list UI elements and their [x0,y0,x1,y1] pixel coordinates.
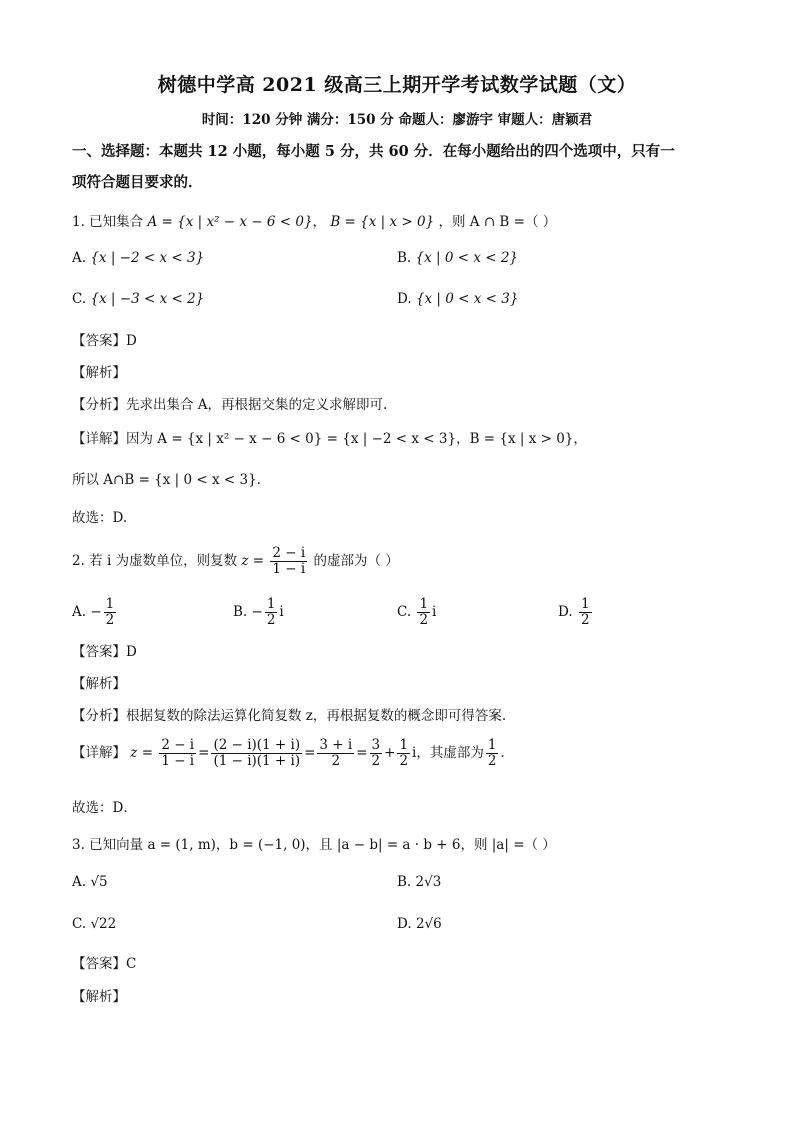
q3-answer-label: 【答案】 [72,956,126,972]
q2-analysis-heading: 【解析】 [72,676,126,692]
q1-xiangjie [72,427,587,447]
q2-xj-f4-den: 2 [371,752,381,769]
q1-so: 所以 A∩B = {x | 0 < x < 3}. [72,472,261,488]
q2-option-c-fraction [417,597,430,628]
q2-fenxi-label: 【分析】 [72,708,126,724]
exam-subtitle: 时间：120 分钟 满分：150 分 命题人：廖游宇 审题人：唐颖君 [201,112,593,128]
q2-option-d [558,597,594,628]
q1-xiangjie-text: 因为 A = {x | x² − x − 6 < 0} = {x | −2 < x < 3}，B = {x | x > 0}， [126,431,587,447]
q2-option-a [72,597,118,628]
q3-option-c [72,916,116,932]
q3-option-c-label: C. [72,916,87,932]
q2-xj-frac5 [397,738,410,769]
q2-option-b-label: B. [233,603,248,620]
q1-fenxi-label: 【分析】 [72,397,126,413]
q2-option-c-den: 2 [419,611,429,628]
q1-option-b [397,250,518,266]
q1-option-d-label: D. [397,291,412,307]
q2-xiangjie: 【详解】 z = $\frac{2 - i}{1 - i}$ = $\frac{(2 - i)(1 + i)}{(1 - i)(1 + i)}$ = $\frac{3 + i}{2}$ = $\frac{3}{2}$ + $\frac{1}{2}$ i，其虚部为 $\frac{1}{2}$ ． [72,737,514,769]
q2-option-c-num: 1 [419,596,429,612]
q3-option-d [397,916,442,932]
q1-option-b-label: B. [397,250,412,266]
q3-option-c-math: √22 [90,916,117,932]
q3-option-b [397,874,441,890]
q1-option-a [72,250,204,266]
q2-option-a-den: 2 [105,611,115,628]
q2-option-d-label: D. [558,603,573,620]
q1-stem: 1. 已知集合 A = {x | x² − x − 6 < 0}， B = {x | x > 0} ，则 A ∩ B =（ ） [72,214,557,230]
q2-fenxi-text: 根据复数的除法运算化简复数 z，再根据复数的概念即可得答案. [126,708,507,724]
q2-option-b-fraction [265,597,278,628]
q1-analysis-heading: 【解析】 [72,365,126,381]
q1-fenxi-text: 先求出集合 A，再根据交集的定义求解即可. [126,397,388,413]
q2-option-c [397,597,436,628]
q1-option-d-math: {x | 0 < x < 3} [415,291,519,307]
q2-option-a-sign: − [90,603,102,620]
q3-option-a [72,874,108,890]
q3-answer [72,952,136,972]
q3-stem: 3. 已知向量 a = (1, m)，b = (−1, 0)，且 |a − b| = a · b + 6，则 |a| =（ ） [72,837,556,853]
q2-option-a-fraction [104,597,117,628]
q2-xj-tail: ，其虚部为 [416,744,484,761]
q2-option-c-i: i [432,603,437,620]
q1-fenxi [72,393,387,413]
exam-title: 树德中学高 2021 级高三上期开学考试数学试题（文） [157,74,637,96]
q2-stem-suffix: 的虚部为（ ） [313,552,399,569]
q2-xj-f1-num: 2 − i [161,737,195,753]
q3-option-a-math: √5 [90,874,108,890]
q1-option-d [397,291,518,307]
q2-xj-frac3 [317,738,354,769]
q3-analysis-heading: 【解析】 [72,989,126,1005]
q2-xj-frac1 [159,738,196,769]
q1-choose: 故选：D. [72,510,128,526]
q2-xj-f1-den: 1 − i [161,752,195,769]
q2-option-b-den: 2 [266,611,276,628]
q2-option-b-i: i [279,603,284,620]
q3-option-d-math: 2√6 [415,916,442,932]
q2-stem-num: 2 − i [272,545,306,561]
q2-answer-label: 【答案】 [72,644,126,660]
q3-option-b-math: 2√3 [415,874,442,890]
q2-fenxi [72,704,506,724]
q1-option-b-math: {x | 0 < x < 2} [415,250,519,266]
q2-xj-frac4 [370,738,383,769]
q2-option-d-den: 2 [580,611,590,628]
q2-option-a-label: A. [72,603,87,620]
q2-option-d-fraction [579,597,592,628]
q2-option-c-label: C. [397,603,412,620]
q2-xj-f6-den: 2 [487,752,497,769]
q1-answer [72,329,137,349]
q1-set-a: A = {x | x² − x − 6 < 0} [147,214,313,230]
q2-stem [72,546,399,577]
q3-option-d-label: D. [397,916,412,932]
q2-choose: 故选：D． [72,800,137,816]
q2-xj-i: i [412,744,417,761]
q3-answer-value: C [126,956,137,972]
q2-stem-den: 1 − i [272,560,306,577]
q1-option-a-label: A. [72,250,87,266]
q2-xj-f3-num: 3 + i [319,737,353,753]
q2-xj-f2-den: (1 − i)(1 + i) [213,752,301,769]
section-heading-line1: 一、选择题：本题共 12 小题，每小题 5 分，共 60 分．在每小题给出的四个选项中，只有一 [72,143,675,160]
q2-stem-z: z = [241,552,265,569]
q1-option-c-label: C. [72,291,87,307]
q2-xj-f5-den: 2 [399,752,409,769]
q1-option-c-math: {x | −3 < x < 2} [90,291,205,307]
q3-option-b-label: B. [397,874,412,890]
section-heading-line2: 项符合题目要求的． [72,174,203,191]
q1-option-a-math: {x | −2 < x < 3} [90,250,205,266]
q1-option-c [72,291,204,307]
q2-xiangjie-label: 【详解】 [72,744,126,761]
q1-stem-suffix: ，则 A ∩ B =（ ） [438,214,557,230]
q2-answer-value: D [126,644,137,660]
q2-stem-prefix: 2. 若 i 为虚数单位，则复数 [72,552,238,569]
q2-xj-f6-num: 1 [487,737,497,753]
q2-stem-fraction [270,546,307,577]
q1-set-b: B = {x | x > 0} [330,214,435,230]
q2-option-b-num: 1 [266,596,276,612]
q2-option-b [233,597,284,628]
q1-answer-label: 【答案】 [72,333,126,349]
q2-xj-frac2 [211,738,302,769]
q1-answer-value: D [126,333,137,349]
q2-xj-frac6 [486,738,499,769]
q2-option-b-sign: − [251,603,263,620]
q2-xj-f2-num: (2 − i)(1 + i) [213,737,301,753]
q1-stem-prefix: 1. 已知集合 [72,214,144,230]
q2-xj-f4-num: 3 [371,737,381,753]
q2-xj-z: z = [130,744,154,761]
q1-xiangjie-label: 【详解】 [72,431,126,447]
q2-xj-f5-num: 1 [399,737,409,753]
q3-option-a-label: A. [72,874,87,890]
q2-option-d-num: 1 [580,596,590,612]
q2-option-a-num: 1 [105,596,115,612]
q2-answer [72,640,137,660]
q2-xj-f3-den: 2 [331,752,341,769]
